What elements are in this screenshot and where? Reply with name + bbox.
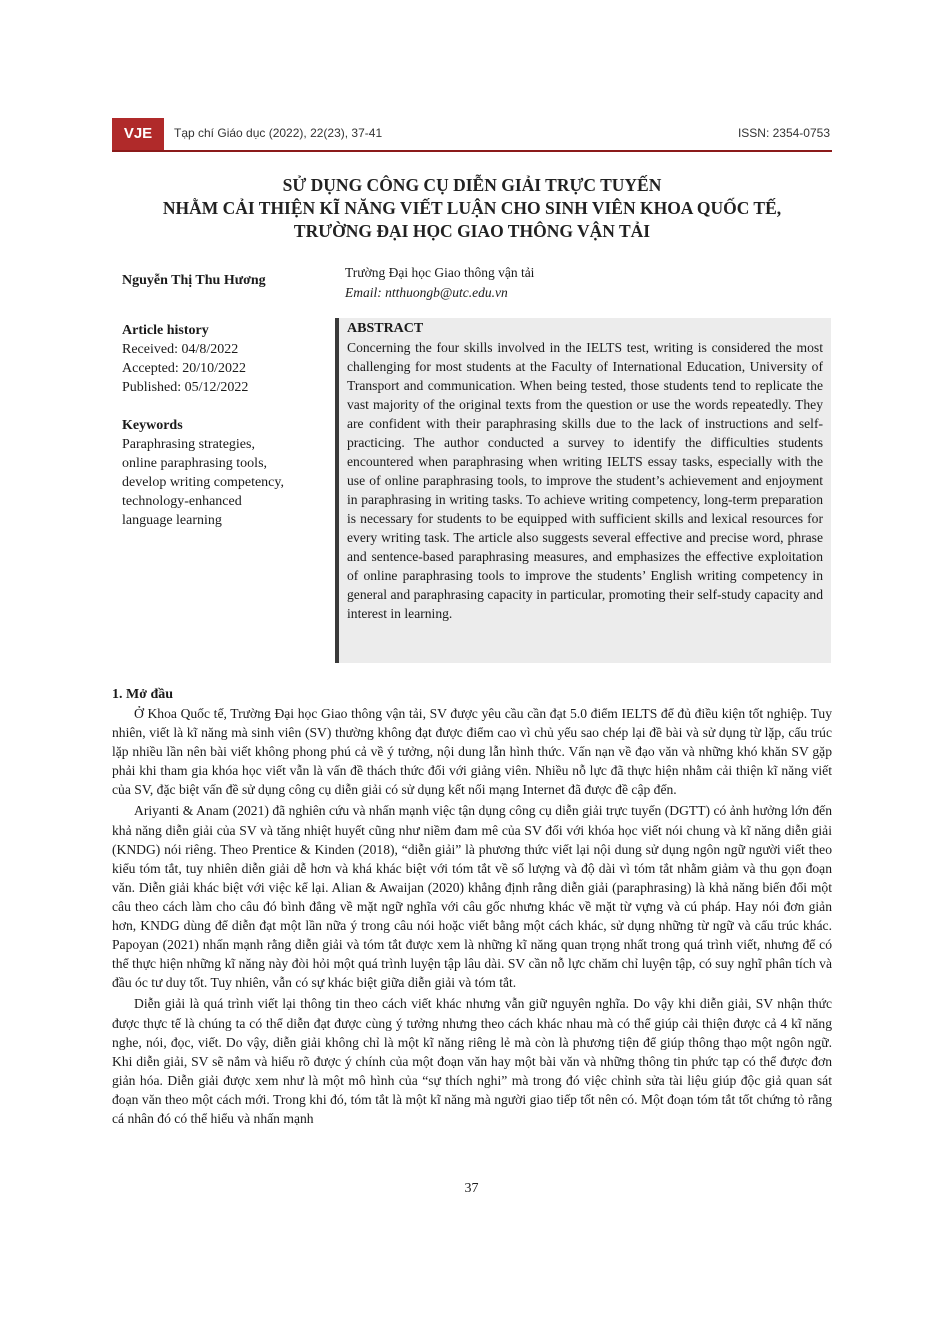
author-email: Email: ntthuongb@utc.edu.vn <box>345 285 508 300</box>
article-history-heading: Article history <box>122 323 209 338</box>
keywords-heading: Keywords <box>122 418 183 433</box>
keyword-line: language learning <box>122 513 222 528</box>
journal-header <box>112 118 832 152</box>
published-date: Published: 05/12/2022 <box>122 380 249 395</box>
keyword-line: technology-enhanced <box>122 494 242 509</box>
keyword-line: online paraphrasing tools, <box>122 456 268 471</box>
journal-citation: Tạp chí Giáo dục (2022), 22(23), 37-41 <box>174 126 383 140</box>
abstract-text: Concerning the four skills involved in the IELTS test, writing is considered the most challenging for most students at the Faculty of International Education, University of Transport and communication. When being tested, those students tend to replicate the vast majority of the original texts from the question or use the words repeatedly. They are confident with their paraphrasing skills due to the lack of instructions and self-practicing. The author conducted a survey to identify the difficulties students encountered when paraphrasing when writing IELTS essay tasks, especially with the use of online paraphrasing tools, to improve the student’s achievement and enjoyment in paraphrasing in writing tasks. To achieve writing competency, long-term preparation is necessary for students to be equipped with sufficient skills and lexical resources for every writing task. The article also suggests several effective and precise word, phrase and sentence-based paraphrasing measures, and emphasizes the effective exploitation of online paraphrasing tools to improve the students’ English writing competency in general and paraphrasing capacity in particular, promoting their self-study capacity and interest in learning. <box>347 340 823 621</box>
section-heading: 1. Mở đầu <box>112 687 174 702</box>
title-line: SỬ DỤNG CÔNG CỤ DIỄN GIẢI TRỰC TUYẾN <box>282 175 662 195</box>
title-line: NHẰM CẢI THIỆN KĨ NĂNG VIẾT LUẬN CHO SINH VIÊN KHOA QUỐC TẾ, <box>162 198 782 218</box>
issn: ISSN: 2354-0753 <box>737 126 830 140</box>
paragraph: Ariyanti & Anam (2021) đã nghiên cứu và nhấn mạnh việc tận dụng công cụ diễn giải trực tuyến (DGTT) có ảnh hưởng lớn đến khả năng diễn giải của SV và tăng nhiệt huyết cũng như niềm đam mê của SV đối với khóa học viết nói chung và kĩ năng diễn giải (KNDG) nói riêng. Theo Prentice & Kinden (2018), “diễn giải” là phương thức viết lại nội dung sử dụng ngôn ngữ người viết theo kiểu tóm tắt, tuy nhiên diễn giải dễ hơn và khá khác biệt với tóm tắt về số lượng và độ dài vì tóm tắt nhằm giảm và thu gọn đoạn văn. Diễn giải khác biệt với việc kể lại. Alian & Awaijan (2020) khẳng định rằng diễn giải (paraphrasing) là khả năng biến đổi một câu theo cách làm cho câu đó bình đẳng về mặt ngữ nghĩa với câu gốc nhưng khác về mặt từ vựng và cú pháp. Hay nói đơn giản hơn, KNDG dùng để diễn đạt một lần nữa ý trong câu nói hoặc viết bằng một cách khác, sử dụng những từ ngữ và cấu trúc khác. Papoyan (2021) nhấn mạnh rằng diễn giải và tóm tắt được xem là những kĩ năng quan trọng nhất trong quá trình viết, nhưng để có thể thực hiện những kĩ năng này đòi hỏi một quá trình luyện tập lâu dài. SV cần nỗ lực chăm chỉ luyện tập, có suy nghĩ phân tích và đầu óc tư duy tốt. Tuy nhiên, vẫn có sự khác biệt giữa diễn giải và tóm tắt. <box>112 803 832 991</box>
page-number: 37 <box>464 1181 479 1196</box>
accepted-date: Accepted: 20/10/2022 <box>122 361 247 376</box>
abstract-heading: ABSTRACT <box>347 321 424 336</box>
received-date: Received: 04/8/2022 <box>122 342 239 357</box>
article-title <box>112 174 832 243</box>
author-name: Nguyễn Thị Thu Hương <box>122 273 266 288</box>
body-text <box>112 704 832 1130</box>
title-line: TRƯỜNG ĐẠI HỌC GIAO THÔNG VẬN TẢI <box>293 221 651 241</box>
author-affiliation-block <box>345 263 534 303</box>
keyword-line: develop writing competency, <box>122 475 284 490</box>
paragraph: Ở Khoa Quốc tế, Trường Đại học Giao thông vận tải, SV được yêu cầu cần đạt 5.0 điểm IELTS để đủ điều kiện tốt nghiệp. Tuy nhiên, viết là kĩ năng mà sinh viên (SV) thường không đạt được điểm cao vì chủ yếu sao chép lại đề bài và sử dụng từ lặp, cấu trúc lặp nhiều lần nên bài viết không phong phú cả về ý tưởng, nội dung lẫn hình thức. Vấn nạn về đạo văn và những khó khăn SV gặp phải khi tham gia khóa học viết vẫn là vấn đề thách thức đối với giảng viên. Nhiều nỗ lực đã thực hiện nhằm cải thiện kĩ năng viết của SV, đặc biệt vấn đề sử dụng công cụ diễn giải có sử dụng kết nối mạng Internet đã được đề cập đến. <box>112 706 832 798</box>
article-info <box>122 321 317 530</box>
abstract-box <box>335 318 831 663</box>
journal-logo: VJE <box>112 118 164 150</box>
paragraph: Diễn giải là quá trình viết lại thông tin theo cách viết khác nhưng vẫn giữ nguyên nghĩa. Do vậy khi diễn giải, SV nhận thức được thực tế là chúng ta có thể diễn đạt được cùng ý tưởng nhưng theo cách khác nhau mà có thể giúp cải thiện được cả 4 kĩ năng nghe, nói, đọc, viết. Do vậy, diễn giải không chỉ là một kĩ năng riêng lẻ mà còn là phương tiện để giúp thông thạo một ngôn ngữ. Khi diễn giải, SV sẽ nắm và hiểu rõ được ý chính của một đoạn văn hay một bài văn và những thông tin phức tạp có thể được đơn giản hóa. Diễn giải được xem như là một mô hình của “sự thích nghi” mà trong đó việc chỉnh sửa tài liệu giúp độc giả quan sát đoạn văn theo một cách mới. Trong khi đó, tóm tắt là một kĩ năng mà người giao tiếp tốt nên có. Một đoạn tóm tắt tốt chứng tỏ rằng cá nhân đó có thể hiểu và nhấn mạnh <box>112 996 832 1126</box>
keyword-line: Paraphrasing strategies, <box>122 437 255 452</box>
affiliation: Trường Đại học Giao thông vận tải <box>345 265 535 280</box>
